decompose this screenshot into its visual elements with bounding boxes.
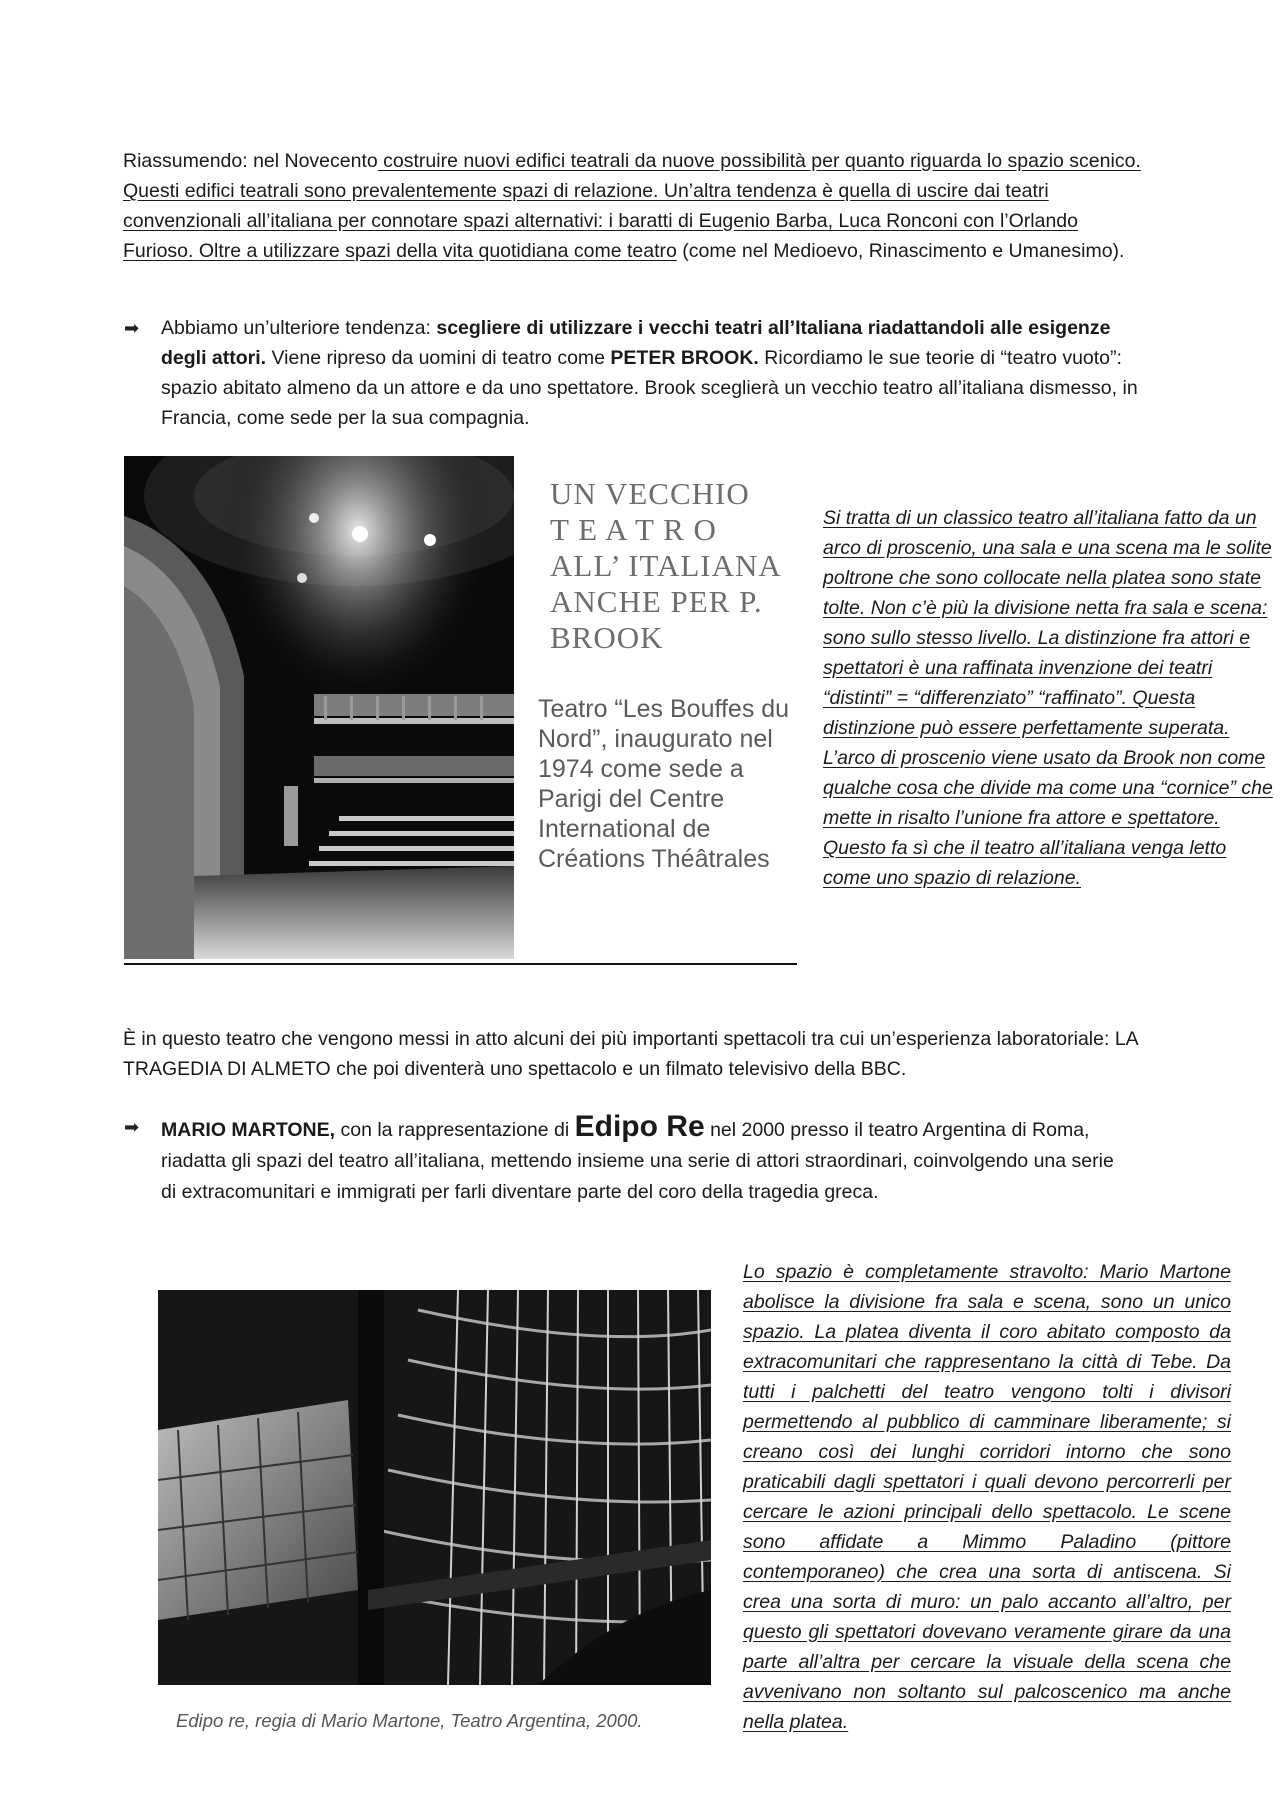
bullet2-edipo-re: Edipo Re — [574, 1110, 705, 1143]
arrow-bullet-icon: ➡ — [124, 318, 140, 338]
side-note-martone — [743, 1257, 1231, 1737]
figure2-caption: Edipo re, regia di Mario Martone, Teatro Argentina, 2000. — [176, 1710, 643, 1731]
amleto-paragraph: È in questo teatro che vengono messi in atto alcuni dei più importanti spettacoli tra cui un’esperienza laboratoriale: LA TRAGEDIA DI ALMETO che poi diventerà uno spettacolo e un filmato televisivo della BBC. — [123, 1028, 1138, 1080]
intro-lead: Riassumendo: nel Novecento — [123, 150, 378, 172]
bullet1-paragraph — [161, 313, 1161, 433]
side-note-brook-text: Si tratta di un classico teatro all’italiana fatto da un arco di proscenio, una sala e una scena ma le solite poltrone che sono collocate nella platea sono state tolte. Non c’è più la divisione netta fra sala e scena: sono sullo stesso livello. La distinzione fra attori e spettatori è una raffinata invenzione dei teatri “distinti” = “differenziato” “raffinato”. Questa distinzione può essere perfettamente superata. L’arco di proscenio viene usato da Brook non come qualche cosa che divide ma come una “cornice” che mette in risalto l’unione fra attore e spettatore. Questo fa sì che il teatro all’italiana venga letto come uno spazio di relazione. — [823, 507, 1273, 889]
side-note-martone-text: Lo spazio è completamente stravolto: Mario Martone abolisce la divisione fra sala e scena, sono un unico spazio. La platea diventa il coro abitato composto da extracomunitari che rappresentano la città di Tebe. Da tutti i palchetti del teatro vengono tolti i divisori permettendo al pubblico di camminare liberamente; si creano così dei lunghi corridori intorno che sono praticabili dagli spettatori i quali devono percorrerli per cercare le azioni principali dello spettacolo. Le scene sono affidate a Mimmo Paladino (pittore contemporaneo) che crea una sorta di antiscena. Si crea una sorta di muro: un palo accanto all’altro, per questo gli spettatori dovevano veramente girare da una parte all’altra per cercare la visuale della scena che avvenivano non soltanto sul palcoscenico ma anche nella platea. — [743, 1261, 1231, 1733]
bullet1-lead: Abbiamo un’ulteriore tendenza: — [161, 317, 437, 339]
figure1-title-line: BROOK — [550, 620, 664, 655]
intro-tail: (come nel Medioevo, Rinascimento e Umanesimo). — [676, 240, 1125, 262]
bullet1-bold: scegliere di utilizzare i vecchi teatri all’Italiana riadattandoli alle esigenze degli attori. — [161, 317, 1111, 369]
bullet2-mario-martone: MARIO MARTONE, — [161, 1119, 336, 1141]
bullet2-tail: nel 2000 presso il teatro Argentina di Roma, riadatta gli spazi del teatro all’italiana, mettendo insieme una serie di attori straordinari, coinvolgendo una serie di extracomunitari e immigrati per farli diventare parte del coro della tragedia greca. — [161, 1119, 1114, 1203]
bullet1-tail: Ricordiamo le sue teorie di “teatro vuoto”: spazio abitato almeno da un attore e da uno spettatore. Brook sceglierà un vecchio teatro all’italiana dismesso, in Francia, come sede per la sua compagnia. — [161, 347, 1138, 429]
argentina-theatre-photo — [158, 1290, 711, 1685]
arrow-bullet-icon: ➡ — [124, 1117, 140, 1137]
figure1-title-line: UN VECCHIO — [550, 476, 750, 511]
figure1-divider — [124, 963, 797, 965]
figure1-title — [550, 476, 795, 656]
figure-edipo-re — [158, 1290, 711, 1750]
intro-underlined: costruire nuovi edifici teatrali da nuove possibilità per quanto riguarda lo spazio scenico. Questi edifici teatrali sono prevalentemente spazi di relazione. Un’altra tendenza è quella di uscire dai teatri convenzionali all’italiana per connotare spazi alternativi: i baratti di Eugenio Barba, Luca Ronconi con l’Orlando Furioso. Oltre a utilizzare spazi della vita quotidiana come teatro — [123, 150, 1141, 262]
bullet1-mid: Viene ripreso da uomini di teatro come — [266, 347, 611, 369]
bullet1-peter-brook: PETER BROOK. — [610, 347, 759, 369]
bullet2-paragraph — [161, 1111, 1131, 1208]
side-note-brook — [823, 503, 1273, 893]
figure1-title-line: ALL’ ITALIANA — [550, 548, 782, 583]
theatre-interior-photo — [124, 456, 514, 959]
figure-bouffes-du-nord — [124, 456, 797, 964]
bullet2-mid: con la rappresentazione di — [335, 1119, 575, 1141]
intro-paragraph — [123, 146, 1153, 266]
figure1-title-line: ANCHE PER P. — [550, 584, 763, 619]
figure1-title-line: T E A T R O — [550, 512, 717, 547]
figure1-caption: Teatro “Les Bouffes du Nord”, inaugurato nel 1974 come sede a Parigi del Centre International de Créations Théâtrales — [538, 695, 790, 873]
